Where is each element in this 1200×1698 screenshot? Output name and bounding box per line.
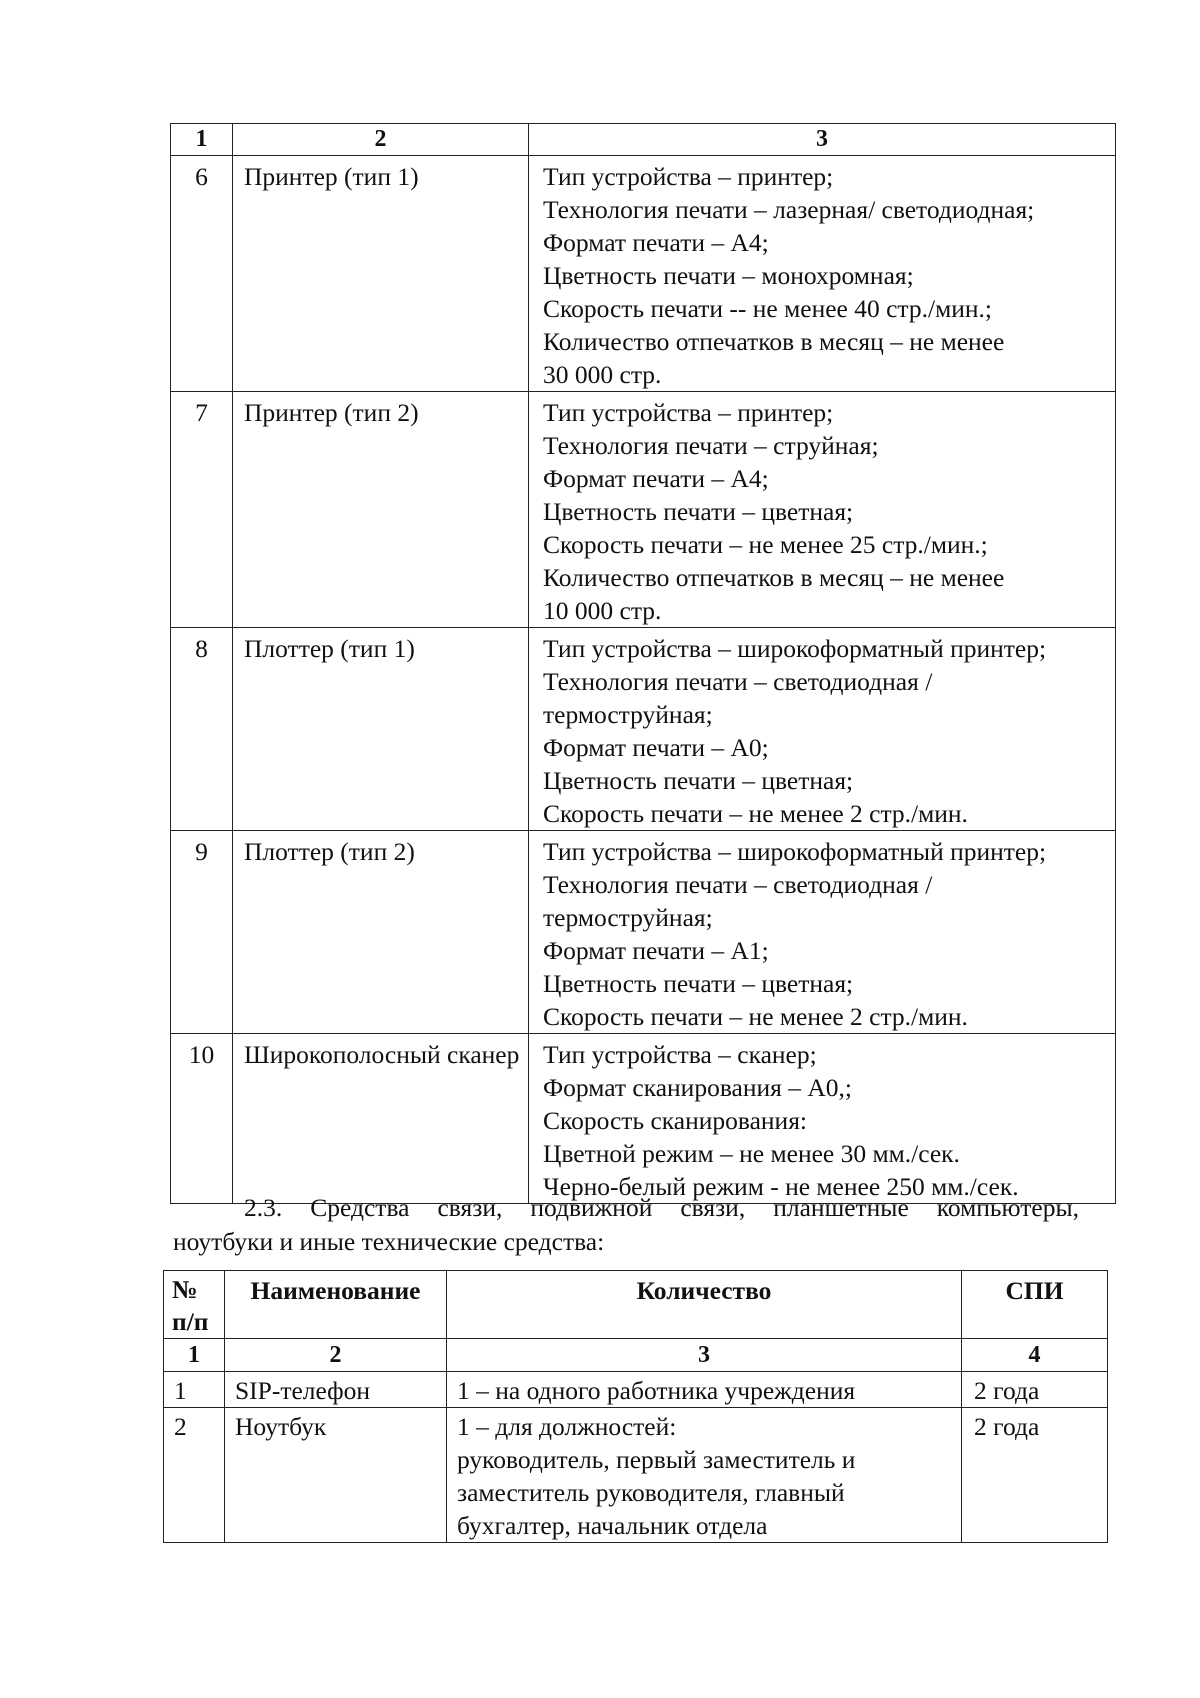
spec-line: Скорость печати – не менее 25 стр./мин.; — [543, 530, 988, 559]
spec-line: Тип устройства – широкоформатный принтер; — [543, 634, 1047, 663]
equipment-spec-table — [170, 123, 1116, 1204]
quantity-line: бухгалтер, начальник отдела — [457, 1511, 768, 1540]
spec-line: Количество отпечатков в месяц – не менее — [543, 563, 1005, 592]
row-number: 7 — [171, 392, 233, 628]
spec-line: Цветность печати – монохромная; — [543, 261, 914, 290]
device-spec — [529, 156, 1116, 392]
device-name: Плоттер (тип 2) — [233, 831, 529, 1034]
spec-line: Черно-белый режим - не менее 250 мм./сек. — [543, 1172, 1019, 1201]
column-number-4: 4 — [962, 1339, 1108, 1372]
device-spec — [529, 1034, 1116, 1204]
spec-line: Технология печати – струйная; — [543, 431, 879, 460]
row-number: 9 — [171, 831, 233, 1034]
table-row — [164, 1372, 1108, 1408]
header-quantity: Количество — [447, 1271, 962, 1339]
device-spec — [529, 392, 1116, 628]
quantity-line: 1 – на одного работника учреждения — [457, 1376, 856, 1405]
spec-line: Формат печати – А0; — [543, 733, 769, 762]
spec-line: Формат печати – А4; — [543, 464, 769, 493]
row-number: 6 — [171, 156, 233, 392]
spec-line: Количество отпечатков в месяц – не менее — [543, 327, 1005, 356]
item-quantity — [447, 1372, 962, 1408]
column-numbers-row — [164, 1339, 1108, 1372]
table-header-row — [171, 124, 1116, 156]
spec-line: Формат сканирования – А0,; — [543, 1073, 853, 1102]
spec-line: Цветность печати – цветная; — [543, 766, 854, 795]
column-number-2: 2 — [233, 124, 529, 156]
device-name: Принтер (тип 1) — [233, 156, 529, 392]
spec-line: Скорость печати – не менее 2 стр./мин. — [543, 799, 968, 828]
item-quantity — [447, 1408, 962, 1543]
spec-line: Цветность печати – цветная; — [543, 969, 854, 998]
header-name: Наименование — [225, 1271, 447, 1339]
column-number-1: 1 — [171, 124, 233, 156]
column-number-1: 1 — [164, 1339, 225, 1372]
spec-line: 30 000 стр. — [543, 360, 662, 389]
row-number: 8 — [171, 628, 233, 831]
spec-line: Тип устройства – принтер; — [543, 162, 834, 191]
table-row — [171, 392, 1116, 628]
item-name: SIP-телефон — [225, 1372, 447, 1408]
header-number: № п/п — [164, 1271, 225, 1339]
header-spi: СПИ — [962, 1271, 1108, 1339]
spec-line: Скорость печати – не менее 2 стр./мин. — [543, 1002, 968, 1031]
spec-line: Скорость печати -- не менее 40 стр./мин.; — [543, 294, 992, 323]
table-row — [171, 831, 1116, 1034]
table-header-row — [164, 1271, 1108, 1339]
quantity-line: 1 – для должностей: — [457, 1412, 677, 1441]
spec-line: Формат печати – А4; — [543, 228, 769, 257]
column-number-3: 3 — [447, 1339, 962, 1372]
section-line-1: 2.3. Средства связи, подвижной связи, планшетные компьютеры, — [244, 1193, 1079, 1222]
row-number: 1 — [164, 1372, 225, 1408]
device-spec — [529, 831, 1116, 1034]
spec-line: Тип устройства – сканер; — [543, 1040, 817, 1069]
spec-line: Цветной режим – не менее 30 мм./сек. — [543, 1139, 960, 1168]
item-name: Ноутбук — [225, 1408, 447, 1543]
table-row — [171, 156, 1116, 392]
spec-line: Формат печати – А1; — [543, 936, 769, 965]
section-line-2: ноутбуки и иные технические средства: — [173, 1227, 605, 1256]
communications-equipment-table — [163, 1270, 1108, 1543]
spec-line: Цветность печати – цветная; — [543, 497, 854, 526]
device-name: Широкополосный сканер — [233, 1034, 529, 1204]
spec-line: Технология печати – светодиодная / — [543, 870, 933, 899]
column-number-2: 2 — [225, 1339, 447, 1372]
quantity-line: руководитель, первый заместитель и — [457, 1445, 856, 1474]
row-number: 10 — [171, 1034, 233, 1204]
spec-line: термоструйная; — [543, 700, 713, 729]
section-heading — [173, 1191, 1079, 1259]
spec-line: Тип устройства – широкоформатный принтер; — [543, 837, 1047, 866]
device-name: Плоттер (тип 1) — [233, 628, 529, 831]
column-number-3: 3 — [529, 124, 1116, 156]
spec-line: Технология печати – лазерная/ светодиодная; — [543, 195, 1035, 224]
table-row — [171, 628, 1116, 831]
row-number: 2 — [164, 1408, 225, 1543]
device-name: Принтер (тип 2) — [233, 392, 529, 628]
spec-line: 10 000 стр. — [543, 596, 662, 625]
spec-line: Технология печати – светодиодная / — [543, 667, 933, 696]
table-row — [171, 1034, 1116, 1204]
quantity-line: заместитель руководителя, главный — [457, 1478, 845, 1507]
spec-line: Тип устройства – принтер; — [543, 398, 834, 427]
device-spec — [529, 628, 1116, 831]
item-spi: 2 года — [962, 1372, 1108, 1408]
spec-line: термоструйная; — [543, 903, 713, 932]
item-spi: 2 года — [962, 1408, 1108, 1543]
spec-line: Скорость сканирования: — [543, 1106, 808, 1135]
table-row — [164, 1408, 1108, 1543]
